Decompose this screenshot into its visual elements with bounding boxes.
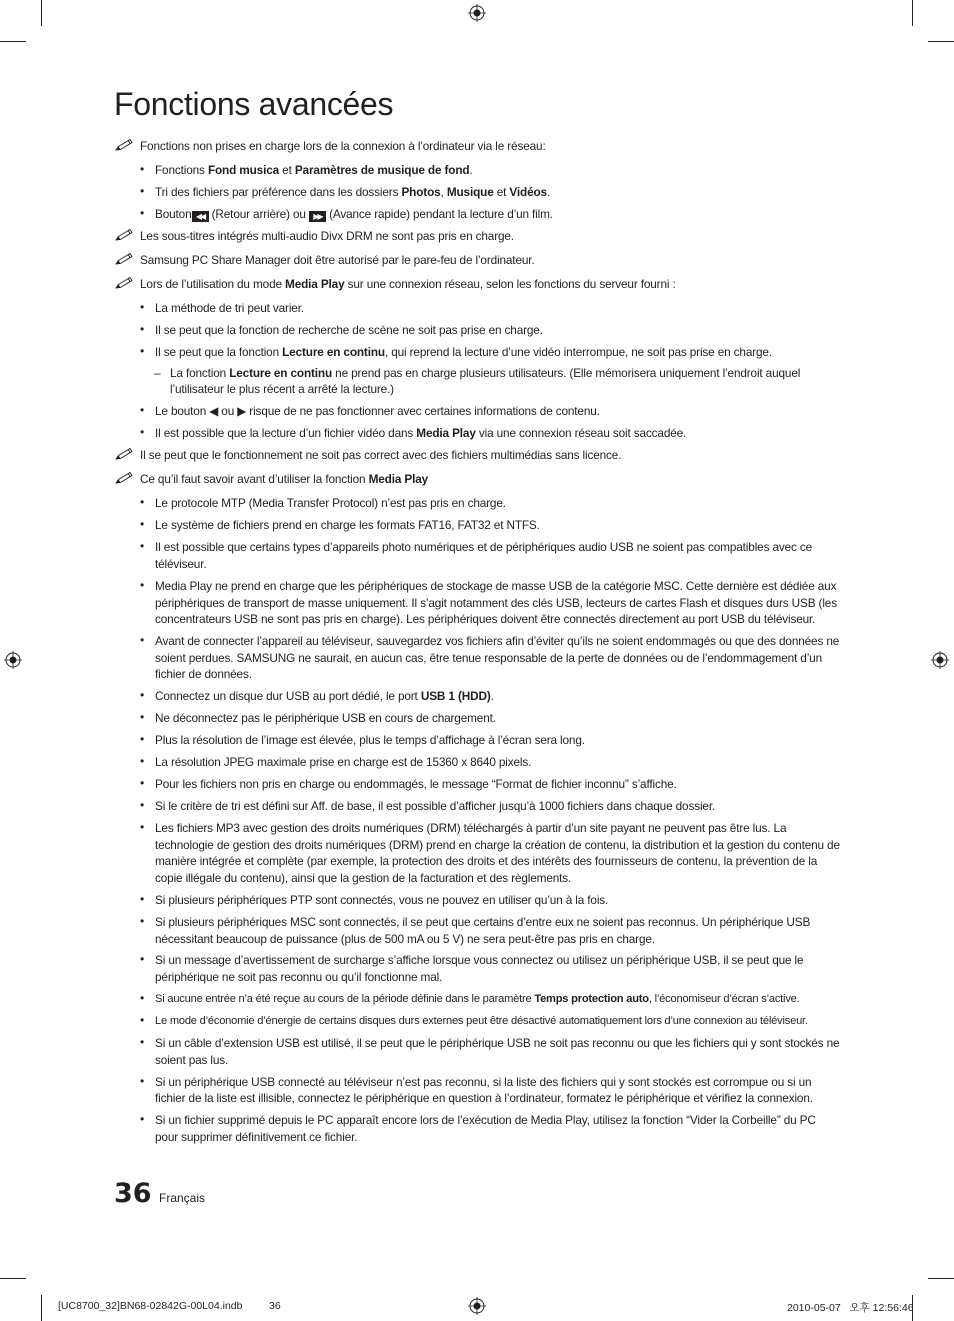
crop-mark [41, 0, 42, 26]
text-segment: Le protocole MTP (Media Transfer Protocol) n’est pas pris en charge. [155, 496, 506, 511]
note-pencil-icon [114, 471, 136, 485]
bold-term: Temps protection auto [534, 993, 649, 1006]
footer-timestamp: 2010-05-07 오후 12:56:46 [787, 1302, 914, 1314]
registration-mark-icon [931, 651, 949, 669]
registration-mark-icon [468, 1297, 486, 1315]
bold-term: Media Play [416, 426, 476, 441]
text-segment: Il se peut que la fonction de recherche de scène ne soit pas prise en charge. [155, 322, 543, 337]
text-segment: Le bouton ◀ ou ▶ risque de ne pas fonctionner avec certaines informations de contenu. [155, 404, 600, 419]
note-item [114, 228, 840, 245]
text-segment: . [546, 184, 551, 199]
text-segment: Les sous-titres intégrés multi-audio Divx DRM ne sont pas pris en charge. [140, 228, 514, 243]
bullet-item [114, 425, 840, 442]
text-segment: Il se peut que le fonctionnement ne soit pas correct avec des fichiers multimédias sans licence. [140, 448, 622, 463]
bullet-item [114, 403, 840, 420]
bullet-item [114, 1035, 840, 1068]
bullet-item [114, 820, 840, 886]
text-segment: et [279, 162, 295, 177]
bold-term: USB 1 (HDD) [420, 689, 491, 704]
text-segment: Avant de connecter l’appareil au téléviseur, sauvegardez vos fichiers afin d’éviter qu’ils ne soient endommagés ou que des données ne soient perdues. SAMSUNG ne saurait, en aucun cas, être tenue responsable de la perte de données ou de l’endommagement d’un fichier de données. [155, 634, 840, 682]
bullet-item [114, 710, 840, 727]
text-segment: Le mode d’économie d’énergie de certains disques durs externes peut être désactivé automatiquement lors d’une connexion au téléviseur. [155, 1015, 808, 1028]
bullet-item [114, 206, 840, 223]
text-segment: ne prend pas en charge plusieurs utilisateurs. (Elle mémorisera uniquement l’endroit auquel l’utilisateur le plus récent a arrêté la lecture.) [170, 365, 801, 397]
crop-mark [928, 1278, 954, 1279]
bullet-item [114, 991, 840, 1008]
text-segment: Il est possible que certains types d’appareils photo numériques et de périphériques audio USB ne soient pas compatibles avec ce téléviseur. [155, 540, 813, 571]
note-item [114, 276, 840, 293]
text-segment: Si aucune entrée n’a été reçue au cours de la période définie dans le paramètre [155, 993, 535, 1006]
page-language: Français [159, 1191, 206, 1205]
bullet-item [114, 1074, 840, 1107]
bold-term: Musique [446, 184, 494, 199]
note-pencil-icon [114, 252, 136, 266]
text-segment: Si un fichier supprimé depuis le PC apparaît encore lors de l’exécution de Media Play, utilisez la fonction “Vider la Corbeille” du PC pour supprimer définitivement ce fichier. [155, 1113, 816, 1144]
text-segment: , [440, 184, 447, 199]
text-segment: La résolution JPEG maximale prise en charge est de 15360 x 8640 pixels. [155, 755, 532, 770]
text-segment: Si un message d’avertissement de surcharge s’affiche lorsque vous connectez ou utilisez un périphérique USB, il se peut que le périphérique ne soit pas reconnu ou qu’il fonctionne mal. [155, 953, 804, 985]
text-segment: . [490, 689, 494, 704]
text-segment: , qui reprend la lecture d’une vidéo interrompue, ne soit pas prise en charge. [384, 344, 772, 359]
rewind-icon: ◀◀ [192, 211, 209, 222]
bullet-item [114, 732, 840, 749]
bullet-item [114, 344, 840, 361]
note-item [114, 138, 840, 155]
text-segment: Fonctions non prises en charge lors de la connexion à l’ordinateur via le réseau: [140, 139, 546, 153]
text-segment: Fonctions [155, 162, 208, 177]
text-segment: Lors de l’utilisation du mode [140, 276, 286, 291]
bullet-item [114, 892, 840, 909]
bullet-item [114, 914, 840, 947]
text-segment: (Retour arrière) ou [208, 206, 309, 221]
bullet-item [114, 578, 840, 628]
crop-mark [928, 41, 954, 42]
bold-term: Photos [401, 184, 441, 199]
text-segment: Ce qu’il faut savoir avant d’utiliser la fonction [140, 472, 369, 487]
bold-term: Paramètres de musique de fond [294, 162, 470, 177]
text-segment: Si un périphérique USB connecté au téléviseur n’est pas reconnu, si la liste des fichiers qui y sont stockés est corrompue ou si un fichier de la liste est illisible, connectez le périphérique en question à l’ordinateur, formatez le périphérique et vérifiez la connexion. [155, 1074, 813, 1106]
bullet-item [114, 162, 840, 179]
dash-item [114, 365, 840, 398]
footer-file-page: 36 [269, 1300, 281, 1312]
bullet-item [114, 952, 840, 985]
bullet-item [114, 633, 840, 683]
bold-term: Lecture en continu [282, 344, 385, 359]
bullet-item [114, 776, 840, 793]
page-title: Fonctions avancées [114, 86, 394, 122]
text-segment: Les fichiers MP3 avec gestion des droits numériques (DRM) téléchargés à partir d’un site payant ne peuvent pas être lus. La technologie de gestion des droits numériques (DRM) prend en charge la création de contenu, la distribution et la gestion du contenu de manière intégrée et complète (par exemple, la protection des droits et des intérêts des fournisseurs de contenu, la prévention de la copie illégale du contenu), ainsi que la gestion de la facturation et des règlements. [155, 821, 840, 885]
text-segment: Connectez un disque dur USB au port dédié, le port [155, 689, 421, 704]
bold-term: Vidéos [509, 184, 547, 199]
bold-term: Fond musica [207, 162, 280, 177]
note-pencil-icon [114, 138, 136, 152]
bullet-item [114, 495, 840, 512]
crop-mark [41, 1295, 42, 1321]
bold-term: Lecture en continu [229, 365, 333, 380]
text-segment: via une connexion réseau soit saccadée. [475, 426, 687, 441]
text-segment: Tri des fichiers par préférence dans les dossiers [155, 184, 402, 199]
text-segment: , l’économiseur d’écran s’active. [648, 993, 800, 1006]
page-number: 36 [114, 1178, 152, 1209]
bullet-item [114, 300, 840, 317]
bullet-item [114, 517, 840, 534]
text-segment: Il est possible que la lecture d’un fichier vidéo dans [155, 426, 417, 441]
text-segment: Le système de fichiers prend en charge les formats FAT16, FAT32 et NTFS. [155, 518, 540, 533]
text-segment: Ne déconnectez pas le périphérique USB en cours de chargement. [155, 711, 496, 726]
text-segment: La méthode de tri peut varier. [155, 300, 304, 315]
content-body [114, 138, 840, 1151]
bullet-item [114, 688, 840, 705]
footer-file-name: [UC8700_32]BN68-02842G-00L04.indb [58, 1300, 243, 1312]
text-segment: et [493, 184, 510, 199]
bold-term: Media Play [368, 472, 429, 487]
text-segment: (Avance rapide) pendant la lecture d’un film. [325, 206, 553, 221]
bullet-item [114, 798, 840, 815]
registration-mark-icon [4, 651, 22, 669]
note-item [114, 252, 840, 269]
text-segment: Samsung PC Share Manager doit être autorisé par le pare-feu de l’ordinateur. [140, 252, 535, 267]
crop-mark [912, 0, 913, 26]
text-segment: Si un câble d’extension USB est utilisé, il se peut que le périphérique USB ne soit pas reconnu ou que les fichiers qui y sont stockés ne soient pas lus. [155, 1036, 840, 1067]
text-segment: Si plusieurs périphériques PTP sont connectés, vous ne pouvez en utiliser qu’un à la fois. [155, 892, 609, 907]
text-segment: Plus la résolution de l’image est élevée, plus le temps d’affichage à l’écran sera long. [155, 733, 585, 748]
text-segment: Il se peut que la fonction [155, 344, 283, 359]
bullet-item [114, 754, 840, 771]
text-segment: . [469, 162, 473, 177]
bold-term: Media Play [285, 276, 345, 291]
text-segment: Bouton [155, 206, 192, 221]
text-segment: Media Play ne prend en charge que les périphériques de stockage de masse USB de la catégorie MSC. Cette dernière est dédiée aux périphériques de transport de masse uniquement. Il s’agit notamment des clés USB, lecteurs de cartes Flash et disques durs USB (les concentrateurs USB ne sont pas pris en charge). Les périphériques doivent être connectés directement au port USB du téléviseur. [155, 578, 837, 627]
text-segment: Si plusieurs périphériques MSC sont connectés, il se peut que certains d’entre eux ne soient pas reconnus. Un périphérique USB nécessitant beaucoup de puissance (plus de 500 mA ou 5 V) ne sera peut-être pas pris en charge. [155, 914, 811, 946]
bullet-item [114, 322, 840, 339]
note-pencil-icon [114, 447, 136, 461]
bullet-item [114, 539, 840, 572]
text-segment: Si le critère de tri est défini sur Aff. de base, il est possible d’afficher jusqu’à 1000 fichiers dans chaque dossier. [155, 799, 716, 814]
note-item [114, 447, 840, 464]
bullet-item [114, 1013, 840, 1030]
note-item [114, 471, 840, 488]
fast-forward-icon: ▶▶ [309, 211, 326, 222]
bullet-item [114, 1112, 840, 1145]
text-segment: sur une connexion réseau, selon les fonctions du serveur fourni : [344, 276, 676, 291]
bullet-item [114, 184, 840, 201]
crop-mark [0, 41, 26, 42]
crop-mark [0, 1278, 26, 1279]
text-segment: Pour les fichiers non pris en charge ou endommagés, le message “Format de fichier inconnu” s’affiche. [155, 777, 677, 792]
note-pencil-icon [114, 276, 136, 290]
text-segment: La fonction [170, 365, 230, 380]
note-pencil-icon [114, 228, 136, 242]
registration-mark-icon [468, 4, 486, 22]
